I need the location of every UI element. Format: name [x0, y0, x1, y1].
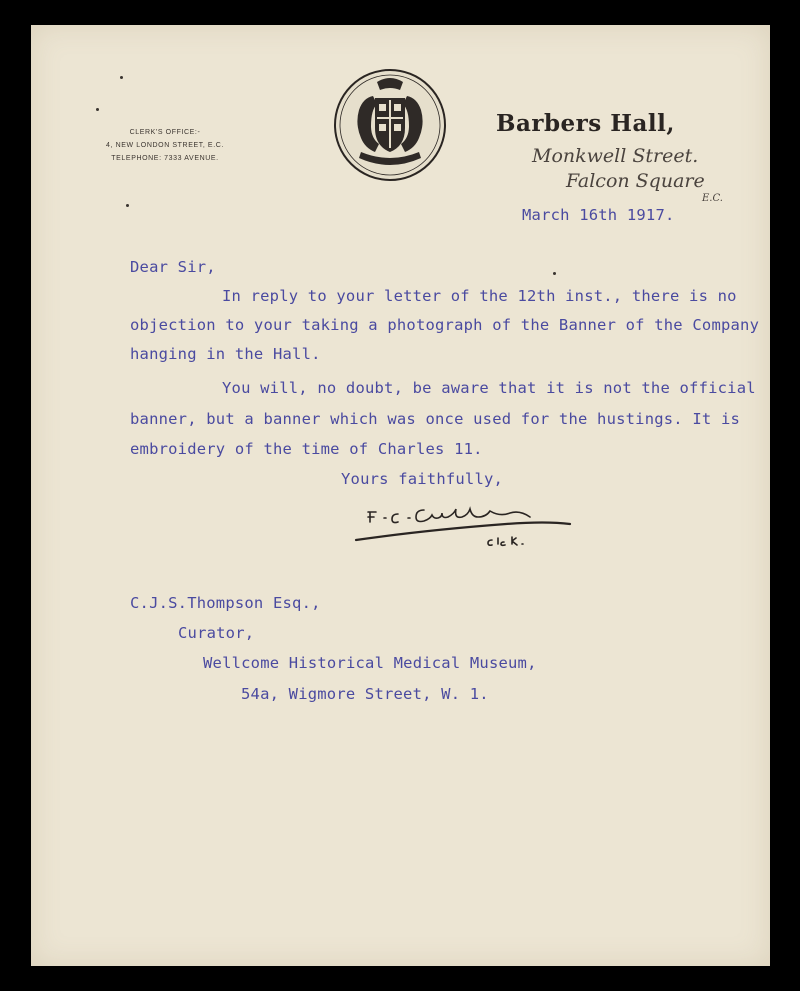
body-line: objection to your taking a photograph of the Banner of the Company — [130, 316, 760, 334]
addressee-name: C.J.S.Thompson Esq., — [130, 594, 321, 612]
street-line-1: Monkwell Street. — [532, 145, 699, 167]
body-line: embroidery of the time of Charles 11. — [130, 440, 483, 458]
addressee-institution: Wellcome Historical Medical Museum, — [203, 654, 537, 672]
addressee-title: Curator, — [178, 624, 255, 642]
letter-date: March 16th 1917. — [522, 206, 675, 224]
ink-speck — [96, 108, 99, 111]
body-line: hanging in the Hall. — [130, 345, 321, 363]
clerk-office-phone: TELEPHONE: 7333 AVENUE. — [111, 155, 219, 162]
closing: Yours faithfully, — [341, 470, 504, 488]
salutation: Dear Sir, — [130, 258, 216, 276]
body-line: In reply to your letter of the 12th inst., there is no — [222, 287, 737, 305]
body-line: You will, no doubt, be aware that it is not the official — [222, 379, 756, 397]
ink-speck — [126, 204, 129, 207]
ink-speck — [120, 76, 123, 79]
postal-district: E.C. — [702, 193, 723, 204]
ink-speck — [553, 272, 556, 275]
addressee-street: 54a, Wigmore Street, W. 1. — [241, 685, 489, 703]
handwritten-signature — [352, 500, 582, 560]
coat-of-arms-crest — [333, 68, 447, 182]
hall-name: Barbers Hall, — [496, 110, 675, 137]
clerk-office-address: 4, NEW LONDON STREET, E.C. — [106, 142, 224, 149]
body-line: banner, but a banner which was once used for the hustings. It is — [130, 410, 741, 428]
street-line-2: Falcon Square — [566, 170, 705, 192]
clerk-office-title: CLERK'S OFFICE:- — [129, 129, 201, 136]
